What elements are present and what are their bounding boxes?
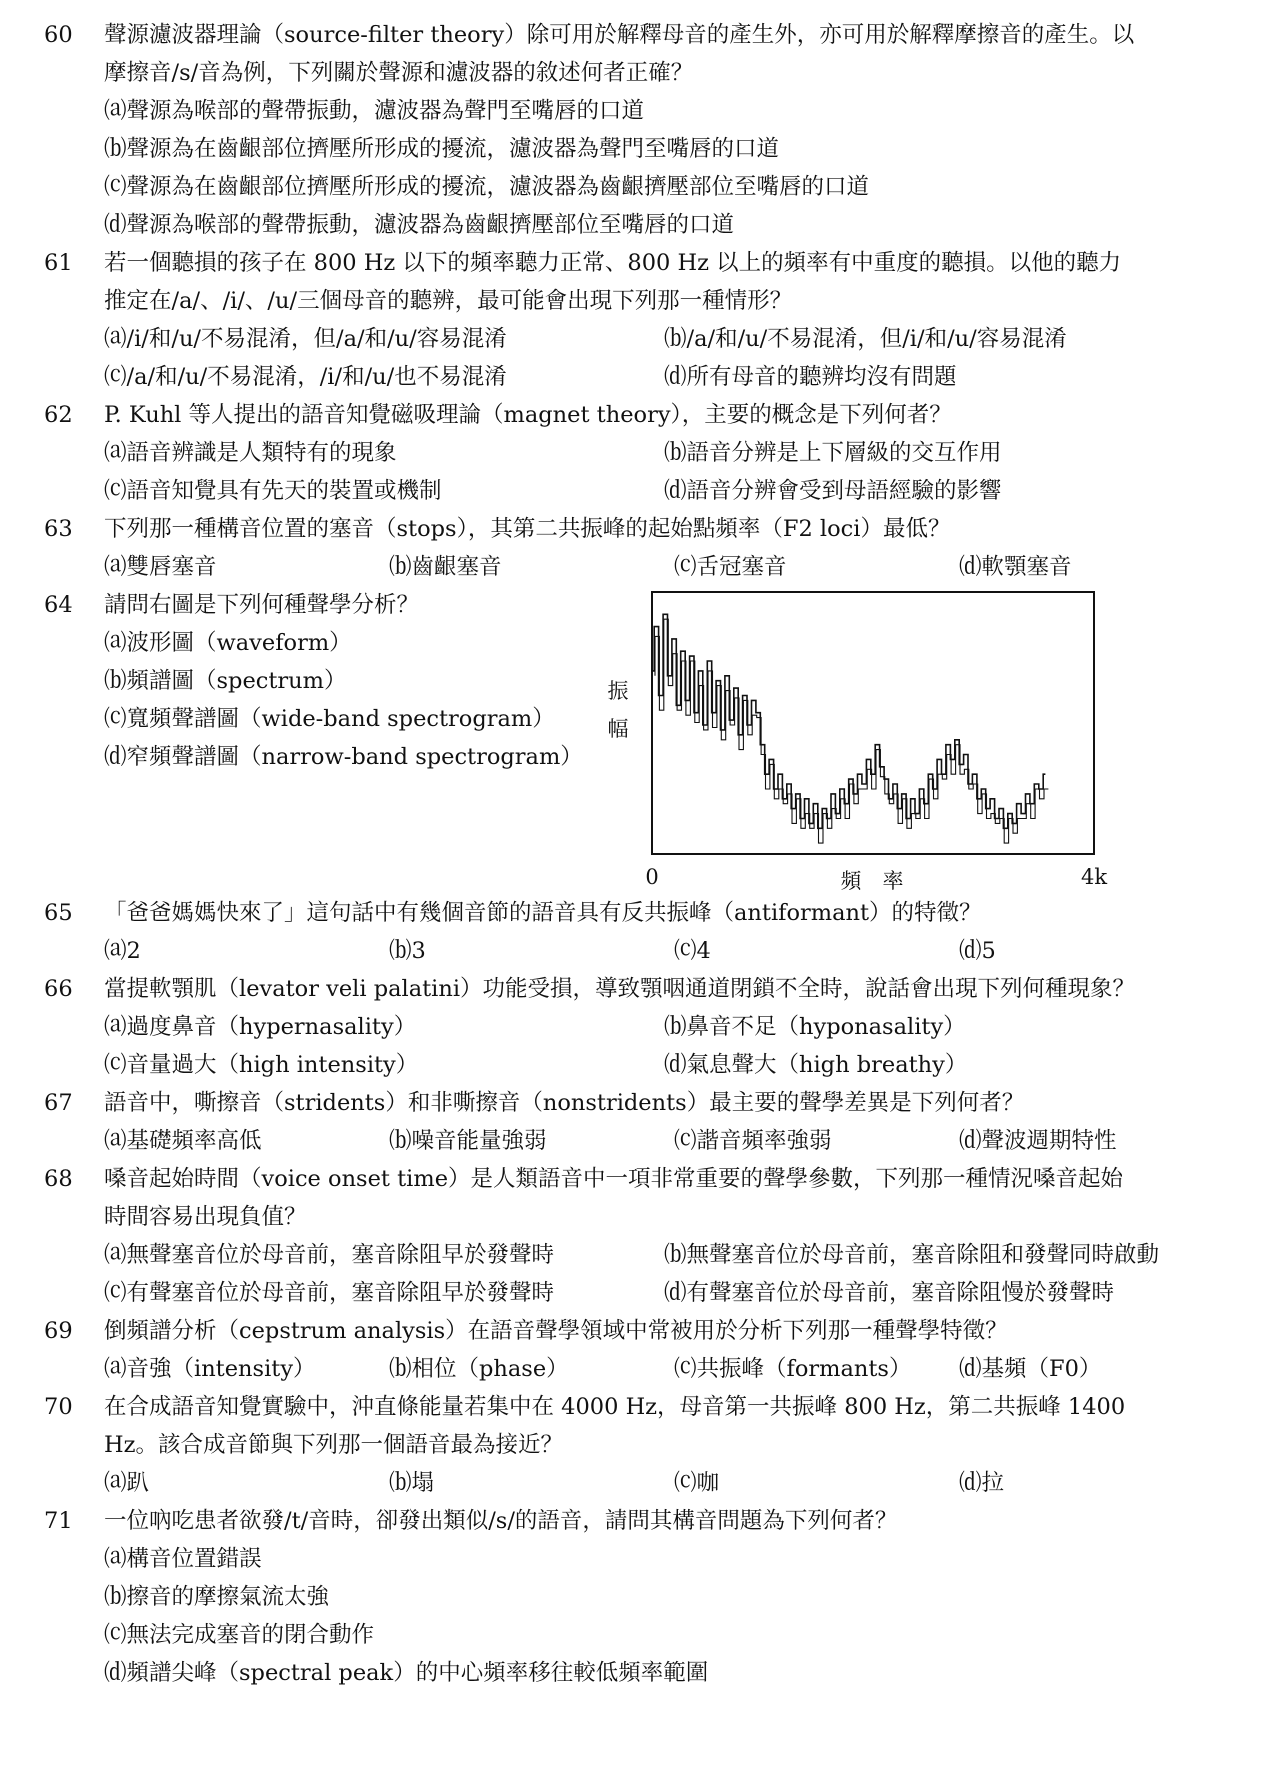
- question-number: 67: [44, 1090, 73, 1116]
- question-number: 63: [44, 516, 73, 542]
- options-row: [104, 1464, 1244, 1502]
- option-d[interactable]: ⒟拉: [959, 1470, 1005, 1496]
- question-61: [44, 244, 1244, 396]
- option-d[interactable]: ⒟有聲塞音位於母音前，塞音除阻慢於發聲時: [664, 1280, 1115, 1306]
- question-number: 70: [44, 1394, 73, 1420]
- option-a[interactable]: ⒜波形圖（waveform）: [104, 630, 352, 656]
- options: [104, 434, 1244, 510]
- stem-line: 嗓音起始時間（voice onset time）是人類語音中一項非常重要的聲學參數，下列那一種情況嗓音起始: [104, 1166, 1124, 1192]
- option-d[interactable]: ⒟語音分辨會受到母語經驗的影響: [664, 478, 1002, 504]
- question-number: 71: [44, 1508, 73, 1534]
- question-number: 66: [44, 976, 73, 1002]
- options: [104, 1540, 1244, 1692]
- options: [104, 320, 1244, 396]
- option-b[interactable]: ⒝語音分辨是上下層級的交互作用: [664, 440, 1002, 466]
- question-60: [44, 16, 1244, 244]
- options: [104, 1464, 1244, 1502]
- question-number: 60: [44, 22, 73, 48]
- stem-line: 請問右圖是下列何種聲學分析？: [104, 592, 420, 618]
- option-c[interactable]: ⒞聲源為在齒齦部位擠壓所形成的擾流，濾波器為齒齦擠壓部位至嘴唇的口道: [104, 174, 870, 200]
- option-a[interactable]: ⒜構音位置錯誤: [104, 1546, 262, 1572]
- options-row: [104, 1122, 1244, 1160]
- stem-line: P. Kuhl 等人提出的語音知覺磁吸理論（magnet theory），主要的概念是下列何者？: [104, 402, 952, 428]
- option-c[interactable]: ⒞寬頻聲譜圖（wide-band spectrogram）: [104, 706, 555, 732]
- option-b[interactable]: ⒝無聲塞音位於母音前，塞音除阻和發聲同時啟動: [664, 1242, 1160, 1268]
- stem-line: 下列那一種構音位置的塞音（stops），其第二共振峰的起始點頻率（F2 loci）最低？: [104, 516, 951, 542]
- stem-line: 當提軟顎肌（levator veli palatini）功能受損，導致顎咽通道閉鎖不全時，說話會出現下列何種現象？: [104, 976, 1136, 1002]
- option-c[interactable]: ⒞咖: [674, 1470, 720, 1496]
- question-number: 61: [44, 250, 73, 276]
- stem-line: 一位吶吃患者欲發/t/音時，卻發出類似/s/的語音，請問其構音問題為下列何者？: [104, 1508, 898, 1534]
- option-d[interactable]: ⒟聲波週期特性: [959, 1128, 1117, 1154]
- option-b[interactable]: ⒝塌: [389, 1470, 435, 1496]
- options-row: [104, 472, 1244, 510]
- options-row: [104, 358, 1244, 396]
- stem-line: 語音中，嘶擦音（stridents）和非嘶擦音（nonstridents）最主要的聲學差異是下列何者？: [104, 1090, 1025, 1116]
- question-stem: [104, 1502, 1244, 1540]
- options: [104, 932, 1244, 970]
- question-stem: [104, 894, 1244, 932]
- option-b[interactable]: ⒝擦音的摩擦氣流太強: [104, 1584, 330, 1610]
- question-number: 64: [44, 592, 73, 618]
- option-c[interactable]: ⒞無法完成塞音的閉合動作: [104, 1622, 375, 1648]
- option-a[interactable]: ⒜基礎頻率高低: [104, 1128, 262, 1154]
- question-stem: [104, 396, 1244, 434]
- question-69: [44, 1312, 1244, 1388]
- stem-line: 若一個聽損的孩子在 800 Hz 以下的頻率聽力正常、800 Hz 以上的頻率有中重度的聽損。以他的聽力: [104, 250, 1122, 276]
- question-65: [44, 894, 1244, 970]
- option-c[interactable]: ⒞音量過大（high intensity）: [104, 1052, 419, 1078]
- options-row: [104, 548, 1244, 586]
- option-d[interactable]: ⒟氣息聲大（high breathy）: [664, 1052, 968, 1078]
- x-tick-label-0: 0: [645, 865, 659, 889]
- options-row: [104, 1350, 1244, 1388]
- option-c[interactable]: ⒞諧音頻率強弱: [674, 1128, 832, 1154]
- option-b[interactable]: ⒝/a/和/u/不易混淆，但/i/和/u/容易混淆: [664, 326, 1067, 352]
- option-c[interactable]: ⒞共振峰（formants）: [674, 1356, 912, 1382]
- question-number: 62: [44, 402, 73, 428]
- option-d[interactable]: ⒟5: [959, 938, 996, 964]
- option-b[interactable]: ⒝鼻音不足（hyponasality）: [664, 1014, 966, 1040]
- y-axis-label-top: 振: [607, 679, 629, 703]
- y-axis-label-bottom: 幅: [607, 717, 629, 741]
- question-63: [44, 510, 1244, 586]
- spectrum-marks: [652, 614, 1048, 843]
- option-b[interactable]: ⒝噪音能量強弱: [389, 1128, 547, 1154]
- question-stem: [104, 1312, 1244, 1350]
- options-row: [104, 1274, 1244, 1312]
- options: [104, 1350, 1244, 1388]
- options: [104, 548, 1244, 586]
- options-row: [104, 320, 1244, 358]
- stem-line: 「爸爸媽媽快來了」這句話中有幾個音節的語音具有反共振峰（antiformant）的特徵？: [104, 900, 982, 926]
- option-b[interactable]: ⒝聲源為在齒齦部位擠壓所形成的擾流，濾波器為聲門至嘴唇的口道: [104, 136, 780, 162]
- options: [104, 92, 1244, 244]
- stem-line: 摩擦音/s/音為例，下列關於聲源和濾波器的敘述何者正確？: [104, 60, 694, 86]
- spectrum-line-detail: [655, 619, 1048, 843]
- x-axis-label: 頻 率: [840, 869, 904, 893]
- option-b[interactable]: ⒝齒齦塞音: [389, 554, 502, 580]
- options: [104, 1122, 1244, 1160]
- option-a[interactable]: ⒜音強（intensity）: [104, 1356, 316, 1382]
- stem-line: Hz。該合成音節與下列那一個語音最為接近？: [104, 1432, 563, 1458]
- option-c[interactable]: ⒞舌冠塞音: [674, 554, 787, 580]
- option-d[interactable]: ⒟基頻（F0）: [959, 1356, 1102, 1382]
- stem-line: 在合成語音知覺實驗中，沖直條能量若集中在 4000 Hz，母音第一共振峰 800 Hz，第二共振峰 1400: [104, 1394, 1126, 1420]
- question-stem: [104, 1160, 1244, 1236]
- question-number: 69: [44, 1318, 73, 1344]
- option-a[interactable]: ⒜/i/和/u/不易混淆，但/a/和/u/容易混淆: [104, 326, 507, 352]
- option-d[interactable]: ⒟聲源為喉部的聲帶振動，濾波器為齒齦擠壓部位至嘴唇的口道: [104, 212, 735, 238]
- question-number: 65: [44, 900, 73, 926]
- option-b[interactable]: ⒝3: [389, 938, 426, 964]
- stem-line: 時間容易出現負值？: [104, 1204, 307, 1230]
- options-row: [104, 932, 1244, 970]
- options-row: [104, 1046, 1244, 1084]
- question-stem: [104, 1084, 1244, 1122]
- option-a[interactable]: ⒜2: [104, 938, 141, 964]
- x-tick-label-4k: 4k: [1080, 865, 1108, 889]
- options-row: [104, 434, 1244, 472]
- question-stem: [104, 970, 1244, 1008]
- option-a[interactable]: ⒜語音辨識是人類特有的現象: [104, 440, 397, 466]
- option-b[interactable]: ⒝相位（phase）: [389, 1356, 569, 1382]
- stem-line: 聲源濾波器理論（source-filter theory）除可用於解釋母音的產生外，亦可用於解釋摩擦音的產生。以: [104, 22, 1135, 48]
- question-number: 68: [44, 1166, 73, 1192]
- options: [104, 1236, 1244, 1312]
- spectrum-svg: [600, 586, 1110, 896]
- question-67: [44, 1084, 1244, 1160]
- option-a[interactable]: ⒜聲源為喉部的聲帶振動，濾波器為聲門至嘴唇的口道: [104, 98, 645, 124]
- option-d[interactable]: ⒟頻譜尖峰（spectral peak）的中心頻率移往較低頻率範圍: [104, 1660, 709, 1686]
- question-stem: [104, 16, 1244, 92]
- stem-line: 推定在/a/、/i/、/u/三個母音的聽辨，最可能會出現下列那一種情形？: [104, 288, 793, 314]
- question-stem: [104, 1388, 1244, 1464]
- options-row: [104, 1008, 1244, 1046]
- question-68: [44, 1160, 1244, 1312]
- option-d[interactable]: ⒟軟顎塞音: [959, 554, 1072, 580]
- options: [104, 1008, 1244, 1084]
- option-c[interactable]: ⒞語音知覺具有先天的裝置或機制: [104, 478, 442, 504]
- option-c[interactable]: ⒞/a/和/u/不易混淆，/i/和/u/也不易混淆: [104, 364, 507, 390]
- question-stem: [104, 510, 1244, 548]
- option-a[interactable]: ⒜雙唇塞音: [104, 554, 217, 580]
- option-c[interactable]: ⒞有聲塞音位於母音前，塞音除阻早於發聲時: [104, 1280, 555, 1306]
- option-a[interactable]: ⒜趴: [104, 1470, 150, 1496]
- question-stem: [104, 244, 1244, 320]
- stem-line: 倒頻譜分析（cepstrum analysis）在語音聲學領域中常被用於分析下列那一種聲學特徵？: [104, 1318, 1008, 1344]
- option-d[interactable]: ⒟窄頻聲譜圖（narrow-band spectrogram）: [104, 744, 583, 770]
- option-d[interactable]: ⒟所有母音的聽辨均沒有問題: [664, 364, 957, 390]
- option-b[interactable]: ⒝頻譜圖（spectrum）: [104, 668, 347, 694]
- question-62: [44, 396, 1244, 510]
- options-row: [104, 1236, 1244, 1274]
- option-a[interactable]: ⒜過度鼻音（hypernasality）: [104, 1014, 417, 1040]
- question-66: [44, 970, 1244, 1084]
- plot-frame: [652, 592, 1094, 854]
- spectrum-chart: [600, 586, 1110, 896]
- option-c[interactable]: ⒞4: [674, 938, 711, 964]
- question-70: [44, 1388, 1244, 1502]
- question-71: [44, 1502, 1244, 1692]
- option-a[interactable]: ⒜無聲塞音位於母音前，塞音除阻早於發聲時: [104, 1242, 555, 1268]
